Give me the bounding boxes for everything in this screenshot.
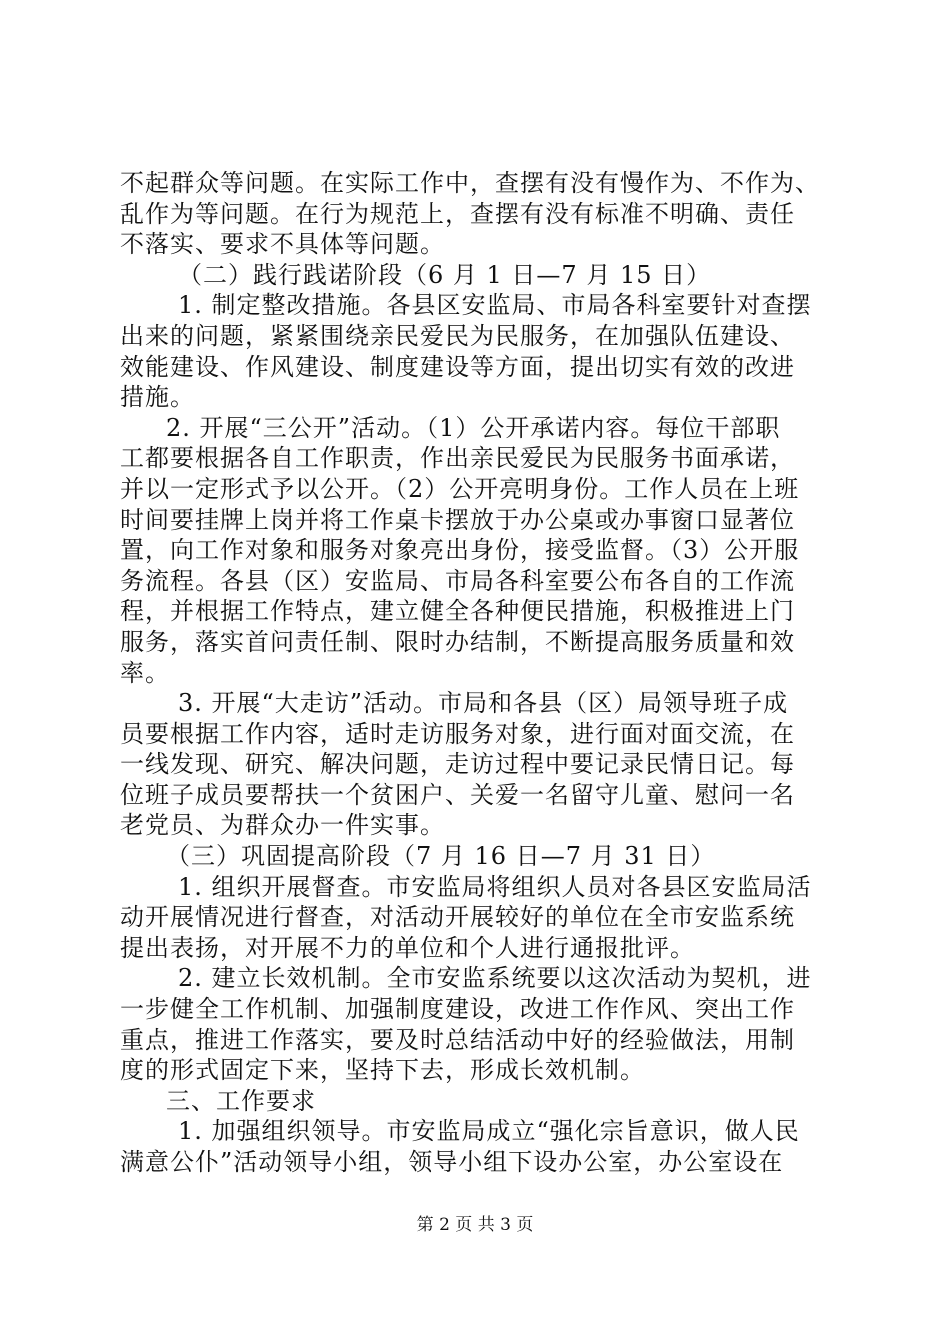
text-line: 2. 建立长效机制。全市安监系统要以这次活动为契机，进 xyxy=(178,964,812,993)
text-line: 措施。 xyxy=(120,383,195,412)
text-line: 时间要挂牌上岗并将工作桌卡摆放于办公桌或办事窗口显著位 xyxy=(120,505,795,534)
text-line: 员要根据工作内容，适时走访服务对象，进行面对面交流，在 xyxy=(120,719,795,748)
text-line: 置，向工作对象和服务对象亮出身份，接受监督。（3）公开服 xyxy=(120,536,800,565)
text-line: 不起群众等问题。在实际工作中，查摆有没有慢作为、不作为、 xyxy=(120,169,820,197)
text-line: 效能建设、作风建设、制度建设等方面，提出切实有效的改进 xyxy=(120,352,795,381)
document-body xyxy=(120,168,840,1178)
text-line: 并以一定形式予以公开。（2）公开亮明身份。工作人员在上班 xyxy=(120,474,800,503)
text-line: 服务，落实首问责任制、限时办结制，不断提高服务质量和效 xyxy=(120,627,795,656)
text-line: 出来的问题，紧紧围绕亲民爱民为民服务，在加强队伍建设、 xyxy=(120,321,795,350)
text-line: 不落实、要求不具体等问题。 xyxy=(120,230,445,259)
text-line: 乱作为等问题。在行为规范上，查摆有没有标准不明确、责任 xyxy=(120,199,795,228)
text-line: 老党员、为群众办一件实事。 xyxy=(120,811,445,840)
text-line: 动开展情况进行督查，对活动开展较好的单位在全市安监系统 xyxy=(120,903,795,932)
text-line: 提出表扬，对开展不力的单位和个人进行通报批评。 xyxy=(120,933,695,962)
text-line: 位班子成员要帮扶一个贫困户、关爱一名留守儿童、慰问一名 xyxy=(120,780,795,809)
text-line: 一线发现、研究、解决问题，走访过程中要记录民情日记。每 xyxy=(120,750,795,779)
text-line: 重点，推进工作落实，要及时总结活动中好的经验做法，用制 xyxy=(120,1025,795,1054)
text-line: 2. 开展“三公开”活动。（1）公开承诺内容。每位干部职 xyxy=(166,413,781,442)
section-heading: （三）巩固提高阶段（7 月 16 日—7 月 31 日） xyxy=(166,842,716,871)
text-line: 1. 加强组织领导。市安监局成立“强化宗旨意识，做人民 xyxy=(178,1117,800,1146)
text-line: 务流程。各县（区）安监局、市局各科室要公布各自的工作流 xyxy=(120,566,795,595)
page-footer: 第 2 页 共 3 页 xyxy=(416,1215,534,1235)
section-heading: 三、工作要求 xyxy=(166,1086,316,1115)
text-line: 满意公仆”活动领导小组，领导小组下设办公室，办公室设在 xyxy=(120,1148,784,1176)
text-line: 1. 制定整改措施。各县区安监局、市局各科室要针对查摆 xyxy=(178,291,812,320)
section-heading: （二）践行践诺阶段（6 月 1 日—7 月 15 日） xyxy=(178,260,712,289)
text-line: 率。 xyxy=(120,658,170,687)
text-line: 度的形式固定下来，坚持下去，形成长效机制。 xyxy=(120,1056,645,1085)
text-line: 工都要根据各自工作职责，作出亲民爱民为民服务书面承诺， xyxy=(120,444,795,473)
text-line: 程，并根据工作特点，建立健全各种便民措施，积极推进上门 xyxy=(120,597,795,626)
text-line: 一步健全工作机制、加强制度建设，改进工作作风、突出工作 xyxy=(120,995,795,1024)
text-line: 1. 组织开展督查。市安监局将组织人员对各县区安监局活 xyxy=(178,872,812,901)
text-line: 3. 开展“大走访”活动。市局和各县（区）局领导班子成 xyxy=(178,689,789,718)
